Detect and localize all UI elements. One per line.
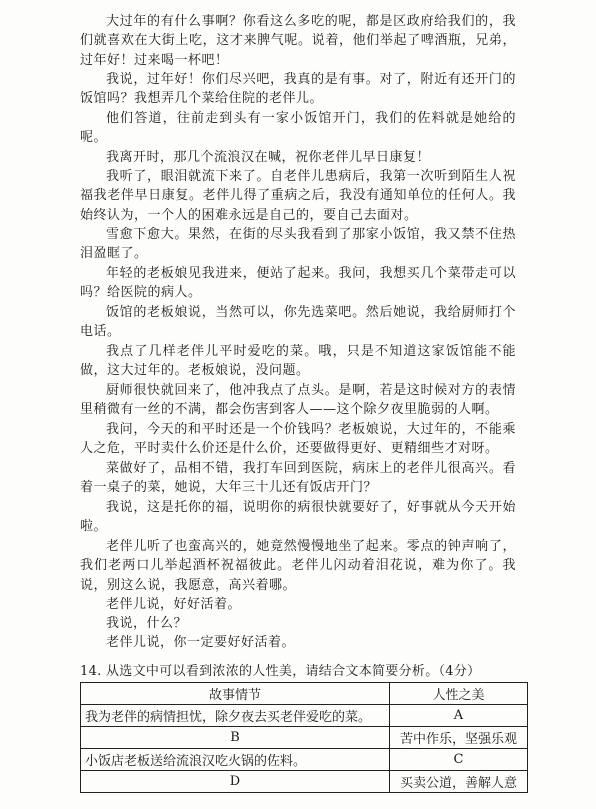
paragraph: 老伴儿说，好好活着。	[106, 597, 242, 612]
table-cell: A	[390, 705, 528, 727]
paragraph: 年轻的老板娘见我进来，便站了起来。我问，我想买几个菜带走可以吗？给医院的病人。	[80, 266, 516, 301]
paragraph: 老伴儿听了也蛮高兴的，她竟然慢慢地坐了起来。零点的钟声响了，我们老两口儿举起酒杯祝福彼此。老伴儿闪动着泪花说，难为你了。我说，别这么说，我愿意，高兴着哪。	[80, 539, 516, 593]
paragraph: 我说，过年好！你们尽兴吧，我真的是有事。对了，附近有还开门的饭馆吗？我想弄几个菜给住院的老伴儿。	[80, 72, 516, 107]
answer-table	[80, 682, 528, 793]
paragraph: 我说，这是托你的福，说明你的病很快就要好了，好事就从今天开始啦。	[80, 500, 516, 535]
question-14: 14. 从选文中可以看到浓浓的人性美，请结合文本简要分析。（4分）	[80, 664, 481, 679]
table-cell: B	[81, 727, 390, 749]
paragraph: 菜做好了，品相不错，我打车回到医院，病床上的老伴儿很高兴。看着一桌子的菜，她说，大年三十儿还有饭店开门？	[80, 461, 516, 496]
table-cell: 苦中作乐，坚强乐观	[390, 727, 528, 749]
table-header-row	[81, 683, 528, 705]
paragraph: 我听了，眼泪就流下来了。自老伴儿患病后，我第一次听到陌生人祝福我老伴早日康复。老伴儿得了重病之后，我没有通知单位的任何人。我始终认为，一个人的困难永远是自己的，要自己去面对。	[80, 169, 516, 223]
paragraph: 他们答道，往前走到头有一家小饭馆开门，我们的佐料就是她给的呢。	[80, 111, 516, 146]
header-humanity: 人性之美	[390, 683, 528, 705]
table-cell: 买卖公道，善解人意	[390, 771, 528, 793]
paragraph: 我点了几样老伴儿平时爱吃的菜。哦，只是不知道这家饭馆能不能做，这大过年的。老板娘说，没问题。	[80, 344, 516, 379]
table-cell: 我为老伴的病情担忧，除夕夜去买老伴爱吃的菜。	[81, 705, 390, 727]
header-plot: 故事情节	[81, 683, 390, 705]
paragraph: 饭馆的老板娘说，当然可以，你先选菜吧。然后她说，我给厨师打个电话。	[80, 305, 516, 340]
paragraph: 雪愈下愈大。果然，在街的尽头我看到了那家小饭馆，我又禁不住热泪盈眶了。	[80, 227, 516, 262]
paragraph: 我问，今天的和平时还是一个价钱吗？老板娘说，大过年的，不能乘人之危，平时卖什么价还是什么价，还要做得更好、更精细些才对呀。	[80, 422, 516, 457]
paragraph: 大过年的有什么事啊？你看这么多吃的呢，都是区政府给我们的，我们就喜欢在大街上吃，这才来脾气呢。说着，他们举起了啤酒瓶，兄弟，过年好！过来喝一杯吧！	[80, 14, 516, 68]
paragraph: 我说，什么？	[106, 616, 188, 631]
table-cell: D	[81, 771, 390, 793]
paragraph: 我离开时，那几个流浪汉在喊，祝你老伴儿早日康复！	[106, 150, 431, 165]
table-row	[81, 705, 528, 727]
table-cell: 小饭店老板送给流浪汉吃火锅的佐料。	[81, 749, 390, 771]
paragraph: 老伴儿说，你一定要好好活着。	[106, 635, 296, 650]
table-row	[81, 727, 528, 749]
table-row	[81, 771, 528, 793]
table-row	[81, 749, 528, 771]
table-cell: C	[390, 749, 528, 771]
paragraph: 厨师很快就回来了，他冲我点了点头。是啊，若是这时候对方的表情里稍微有一丝的不满，都会伤害到客人——这个除夕夜里脆弱的人啊。	[80, 383, 516, 418]
